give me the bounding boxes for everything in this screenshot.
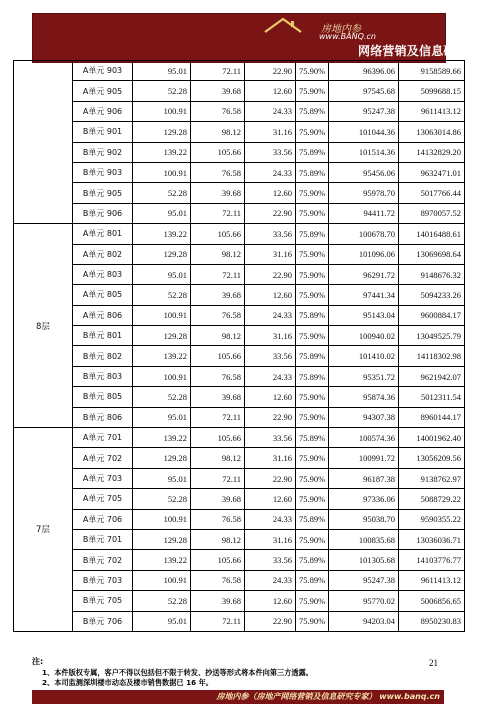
unit-name-cell: B单元 703 — [73, 570, 133, 590]
value-cell: 75.89% — [296, 142, 329, 162]
value-cell: 75.90% — [296, 326, 329, 346]
table-row — [14, 489, 465, 509]
value-cell: 72.11 — [191, 611, 245, 631]
value-cell: 95247.38 — [329, 570, 399, 590]
value-cell: 75.89% — [296, 570, 329, 590]
value-cell: 31.16 — [245, 448, 296, 468]
value-cell: 22.90 — [245, 611, 296, 631]
table-row — [14, 224, 465, 244]
value-cell: 105.66 — [191, 142, 245, 162]
value-cell: 75.89% — [296, 509, 329, 529]
value-cell: 96396.06 — [329, 61, 399, 81]
table-row — [14, 81, 465, 101]
unit-name-cell: A单元 906 — [73, 101, 133, 121]
unit-name-cell: B单元 802 — [73, 346, 133, 366]
brand-url: www.BANQ.cn — [319, 32, 376, 41]
value-cell: 139.22 — [133, 346, 191, 366]
value-cell: 75.90% — [296, 529, 329, 549]
unit-name-cell: A单元 905 — [73, 81, 133, 101]
value-cell: 75.89% — [296, 428, 329, 448]
value-cell: 75.89% — [296, 305, 329, 325]
value-cell: 9611413.12 — [399, 101, 465, 121]
unit-name-cell: A单元 801 — [73, 224, 133, 244]
value-cell: 97336.06 — [329, 489, 399, 509]
value-cell: 22.90 — [245, 407, 296, 427]
value-cell: 75.90% — [296, 203, 329, 223]
value-cell: 9138762.97 — [399, 468, 465, 488]
value-cell: 9158589.66 — [399, 61, 465, 81]
unit-name-cell: B单元 901 — [73, 122, 133, 142]
value-cell: 129.28 — [133, 448, 191, 468]
value-cell: 95770.02 — [329, 591, 399, 611]
value-cell: 14103776.77 — [399, 550, 465, 570]
value-cell: 139.22 — [133, 142, 191, 162]
unit-name-cell: B单元 705 — [73, 591, 133, 611]
value-cell: 100.91 — [133, 162, 191, 182]
value-cell: 75.90% — [296, 448, 329, 468]
value-cell: 39.68 — [191, 489, 245, 509]
unit-name-cell: A单元 706 — [73, 509, 133, 529]
unit-name-cell: B单元 801 — [73, 326, 133, 346]
value-cell: 8960144.17 — [399, 407, 465, 427]
unit-name-cell: B单元 906 — [73, 203, 133, 223]
value-cell: 5006856.65 — [399, 591, 465, 611]
value-cell: 8970057.52 — [399, 203, 465, 223]
value-cell: 75.89% — [296, 162, 329, 182]
value-cell: 5099688.15 — [399, 81, 465, 101]
unit-name-cell: B单元 805 — [73, 387, 133, 407]
monitoring-note: 2、本司监测深圳楼市动态及楼市销售数据已 16 年。 — [42, 678, 213, 687]
value-cell: 39.68 — [191, 387, 245, 407]
table-row — [14, 428, 465, 448]
value-cell: 95874.36 — [329, 387, 399, 407]
table-row — [14, 244, 465, 264]
value-cell: 95978.70 — [329, 183, 399, 203]
value-cell: 75.89% — [296, 224, 329, 244]
value-cell: 100991.72 — [329, 448, 399, 468]
floor-label: 7层 — [14, 428, 73, 632]
value-cell: 100678.70 — [329, 224, 399, 244]
table-row — [14, 550, 465, 570]
unit-name-cell: A单元 803 — [73, 264, 133, 284]
unit-name-cell: A单元 701 — [73, 428, 133, 448]
value-cell: 75.90% — [296, 122, 329, 142]
value-cell: 100.91 — [133, 570, 191, 590]
value-cell: 24.33 — [245, 305, 296, 325]
value-cell: 76.58 — [191, 570, 245, 590]
value-cell: 95.01 — [133, 264, 191, 284]
value-cell: 105.66 — [191, 224, 245, 244]
table-row — [14, 61, 465, 81]
value-cell: 98.12 — [191, 122, 245, 142]
value-cell: 129.28 — [133, 529, 191, 549]
footer-brand-text: 房地内参（房地产网络营销及信息研究专家） www.banq.cn — [216, 692, 440, 701]
value-cell: 22.90 — [245, 264, 296, 284]
table-row — [14, 468, 465, 488]
unit-name-cell: B单元 905 — [73, 183, 133, 203]
value-cell: 5094233.26 — [399, 285, 465, 305]
value-cell: 33.56 — [245, 550, 296, 570]
value-cell: 75.90% — [296, 81, 329, 101]
value-cell: 97545.68 — [329, 81, 399, 101]
value-cell: 9621942.07 — [399, 366, 465, 386]
value-cell: 100940.02 — [329, 326, 399, 346]
unit-price-table — [13, 60, 465, 632]
value-cell: 76.58 — [191, 162, 245, 182]
value-cell: 52.28 — [133, 285, 191, 305]
value-cell: 9148676.32 — [399, 264, 465, 284]
value-cell: 75.90% — [296, 489, 329, 509]
value-cell: 39.68 — [191, 81, 245, 101]
value-cell: 105.66 — [191, 428, 245, 448]
value-cell: 100.91 — [133, 101, 191, 121]
table-row — [14, 101, 465, 121]
value-cell: 72.11 — [191, 61, 245, 81]
value-cell: 101044.36 — [329, 122, 399, 142]
value-cell: 76.58 — [191, 101, 245, 121]
value-cell: 101096.06 — [329, 244, 399, 264]
unit-name-cell: A单元 703 — [73, 468, 133, 488]
value-cell: 13036036.71 — [399, 529, 465, 549]
table-row — [14, 122, 465, 142]
page-number: 21 — [429, 658, 438, 668]
value-cell: 14016488.61 — [399, 224, 465, 244]
value-cell: 75.90% — [296, 387, 329, 407]
value-cell: 75.90% — [296, 264, 329, 284]
value-cell: 98.12 — [191, 448, 245, 468]
value-cell: 33.56 — [245, 428, 296, 448]
value-cell: 95.01 — [133, 61, 191, 81]
value-cell: 72.11 — [191, 407, 245, 427]
value-cell: 12.60 — [245, 489, 296, 509]
value-cell: 24.33 — [245, 570, 296, 590]
value-cell: 12.60 — [245, 81, 296, 101]
table-row — [14, 203, 465, 223]
value-cell: 97441.34 — [329, 285, 399, 305]
value-cell: 94203.04 — [329, 611, 399, 631]
value-cell: 22.90 — [245, 203, 296, 223]
value-cell: 52.28 — [133, 81, 191, 101]
value-cell: 31.16 — [245, 326, 296, 346]
value-cell: 76.58 — [191, 509, 245, 529]
value-cell: 14001962.40 — [399, 428, 465, 448]
unit-name-cell: B单元 803 — [73, 366, 133, 386]
unit-name-cell: B单元 706 — [73, 611, 133, 631]
value-cell: 95.01 — [133, 611, 191, 631]
unit-name-cell: A单元 705 — [73, 489, 133, 509]
table-row — [14, 162, 465, 182]
value-cell: 39.68 — [191, 591, 245, 611]
value-cell: 22.90 — [245, 468, 296, 488]
value-cell: 39.68 — [191, 183, 245, 203]
value-cell: 39.68 — [191, 285, 245, 305]
value-cell: 52.28 — [133, 489, 191, 509]
value-cell: 24.33 — [245, 101, 296, 121]
value-cell: 12.60 — [245, 183, 296, 203]
value-cell: 101514.36 — [329, 142, 399, 162]
value-cell: 129.28 — [133, 122, 191, 142]
unit-name-cell: A单元 903 — [73, 61, 133, 81]
value-cell: 100835.68 — [329, 529, 399, 549]
table-row — [14, 407, 465, 427]
value-cell: 95.01 — [133, 407, 191, 427]
value-cell: 31.16 — [245, 529, 296, 549]
value-cell: 5017766.44 — [399, 183, 465, 203]
unit-name-cell: A单元 702 — [73, 448, 133, 468]
value-cell: 98.12 — [191, 244, 245, 264]
table-row — [14, 346, 465, 366]
value-cell: 100.91 — [133, 305, 191, 325]
house-logo-icon — [263, 16, 303, 44]
value-cell: 139.22 — [133, 224, 191, 244]
value-cell: 31.16 — [245, 122, 296, 142]
table-row — [14, 448, 465, 468]
value-cell: 95351.72 — [329, 366, 399, 386]
value-cell: 100.91 — [133, 366, 191, 386]
notes-heading: 注: — [32, 657, 44, 666]
value-cell: 22.90 — [245, 61, 296, 81]
value-cell: 12.60 — [245, 591, 296, 611]
value-cell: 9600884.17 — [399, 305, 465, 325]
value-cell: 129.28 — [133, 244, 191, 264]
value-cell: 72.11 — [191, 203, 245, 223]
unit-table-body — [14, 61, 465, 632]
value-cell: 13069698.64 — [399, 244, 465, 264]
table-row — [14, 264, 465, 284]
value-cell: 98.12 — [191, 529, 245, 549]
table-row — [14, 387, 465, 407]
copyright-note: 1、本件版权专属，客户不得以包括但不限于转发、抄送等形式将本件向第三方透露。 — [42, 668, 313, 677]
value-cell: 98.12 — [191, 326, 245, 346]
value-cell: 31.16 — [245, 244, 296, 264]
value-cell: 12.60 — [245, 285, 296, 305]
value-cell: 72.11 — [191, 264, 245, 284]
table-row — [14, 326, 465, 346]
table-row — [14, 366, 465, 386]
value-cell: 105.66 — [191, 346, 245, 366]
unit-name-cell: A单元 806 — [73, 305, 133, 325]
value-cell: 95247.38 — [329, 101, 399, 121]
value-cell: 95038.70 — [329, 509, 399, 529]
unit-name-cell: A单元 805 — [73, 285, 133, 305]
value-cell: 75.89% — [296, 550, 329, 570]
table-row — [14, 611, 465, 631]
value-cell: 96187.38 — [329, 468, 399, 488]
value-cell: 24.33 — [245, 366, 296, 386]
value-cell: 101410.02 — [329, 346, 399, 366]
value-cell: 95.01 — [133, 468, 191, 488]
table-row — [14, 509, 465, 529]
value-cell: 52.28 — [133, 183, 191, 203]
value-cell: 52.28 — [133, 591, 191, 611]
value-cell: 101305.68 — [329, 550, 399, 570]
value-cell: 75.90% — [296, 61, 329, 81]
value-cell: 14132829.20 — [399, 142, 465, 162]
value-cell: 33.56 — [245, 142, 296, 162]
value-cell: 52.28 — [133, 387, 191, 407]
value-cell: 129.28 — [133, 326, 191, 346]
value-cell: 75.90% — [296, 244, 329, 264]
value-cell: 24.33 — [245, 509, 296, 529]
value-cell: 9632471.01 — [399, 162, 465, 182]
value-cell: 96291.72 — [329, 264, 399, 284]
value-cell: 8950230.83 — [399, 611, 465, 631]
floor-label: 8层 — [14, 224, 73, 428]
table-row — [14, 183, 465, 203]
value-cell: 100574.36 — [329, 428, 399, 448]
unit-name-cell: B单元 701 — [73, 529, 133, 549]
unit-name-cell: B单元 903 — [73, 162, 133, 182]
unit-name-cell: B单元 702 — [73, 550, 133, 570]
unit-name-cell: B单元 806 — [73, 407, 133, 427]
value-cell: 105.66 — [191, 550, 245, 570]
value-cell: 76.58 — [191, 366, 245, 386]
table-row — [14, 142, 465, 162]
value-cell: 33.56 — [245, 224, 296, 244]
table-row — [14, 305, 465, 325]
value-cell: 13063014.86 — [399, 122, 465, 142]
value-cell: 139.22 — [133, 428, 191, 448]
value-cell: 75.90% — [296, 611, 329, 631]
value-cell: 72.11 — [191, 468, 245, 488]
table-row — [14, 529, 465, 549]
header-title: 网络营销及信息研究专家 — [358, 44, 492, 58]
value-cell: 12.60 — [245, 387, 296, 407]
value-cell: 100.91 — [133, 509, 191, 529]
value-cell: 75.90% — [296, 183, 329, 203]
value-cell: 75.89% — [296, 366, 329, 386]
unit-name-cell: A单元 802 — [73, 244, 133, 264]
value-cell: 139.22 — [133, 550, 191, 570]
value-cell: 95.01 — [133, 203, 191, 223]
value-cell: 76.58 — [191, 305, 245, 325]
value-cell: 14118302.98 — [399, 346, 465, 366]
value-cell: 75.90% — [296, 468, 329, 488]
value-cell: 94307.38 — [329, 407, 399, 427]
footer-bar — [32, 690, 444, 704]
value-cell: 33.56 — [245, 346, 296, 366]
value-cell: 95456.06 — [329, 162, 399, 182]
value-cell: 9611413.12 — [399, 570, 465, 590]
page-header — [32, 13, 492, 63]
value-cell: 13049525.79 — [399, 326, 465, 346]
floor-label — [14, 61, 73, 224]
value-cell: 75.89% — [296, 346, 329, 366]
table-row — [14, 285, 465, 305]
unit-name-cell: B单元 902 — [73, 142, 133, 162]
value-cell: 9590355.22 — [399, 509, 465, 529]
table-row — [14, 570, 465, 590]
value-cell: 95143.04 — [329, 305, 399, 325]
value-cell: 75.90% — [296, 285, 329, 305]
value-cell: 75.89% — [296, 101, 329, 121]
value-cell: 5088729.22 — [399, 489, 465, 509]
value-cell: 75.90% — [296, 407, 329, 427]
value-cell: 94411.72 — [329, 203, 399, 223]
value-cell: 13056209.56 — [399, 448, 465, 468]
value-cell: 75.90% — [296, 591, 329, 611]
value-cell: 24.33 — [245, 162, 296, 182]
page-footer — [32, 656, 444, 706]
brand-name: 房地内参 — [321, 24, 361, 35]
value-cell: 5012311.54 — [399, 387, 465, 407]
table-row — [14, 591, 465, 611]
